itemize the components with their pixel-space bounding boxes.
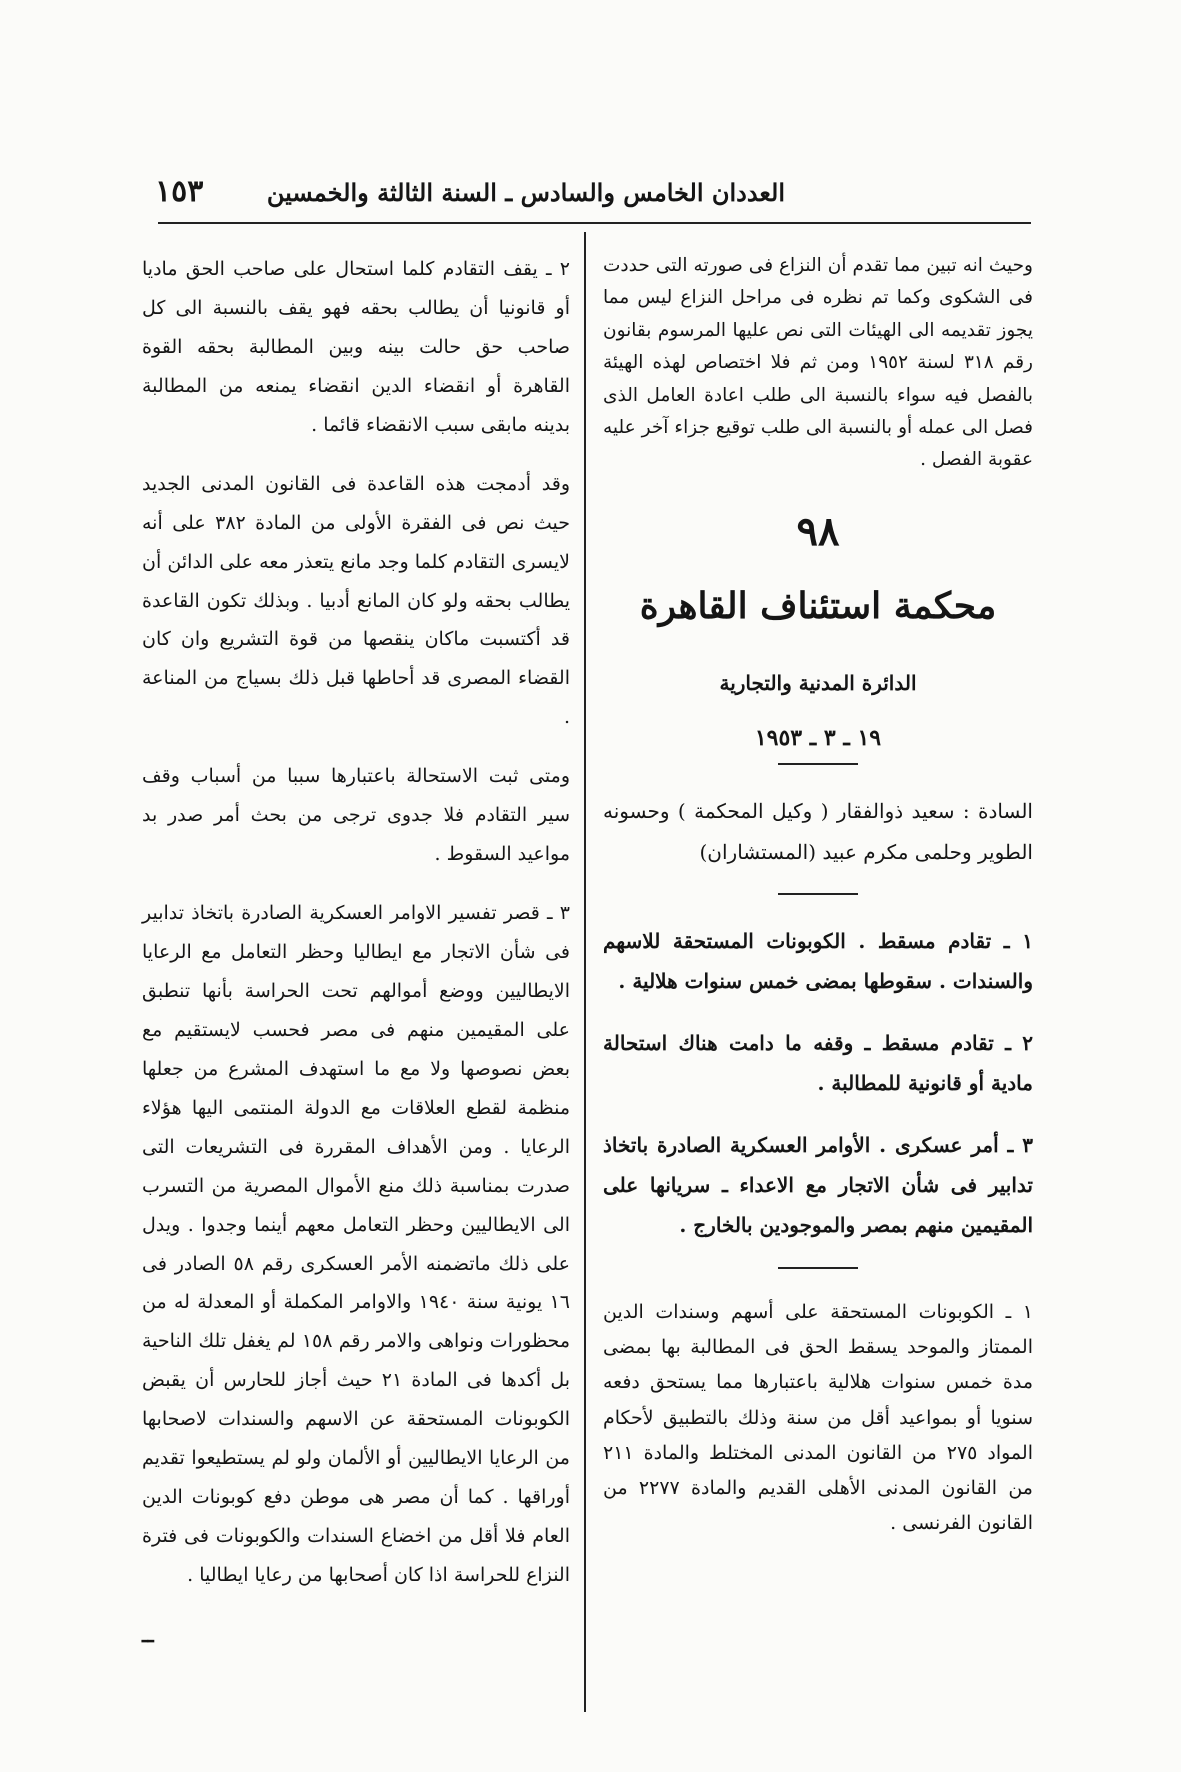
headnote-3: ٣ ـ أمر عسكرى . الأوامر العسكرية الصادرة باتخاذ تدابير فى شأن الاتجار مع الاعداء ـ سريانها على المقيمين منهم بمصر والموجودين بالخارج .: [603, 1133, 1033, 1238]
column-divider: [584, 232, 586, 1712]
section-rule: [778, 763, 858, 765]
bench-composition: السادة : سعيد ذوالفقار ( وكيل المحكمة ) وحسونه الطوير وحلمى مكرم عبيد (المستشاران): [603, 799, 1033, 865]
headnote-2: ٢ ـ تقادم مسقط ـ وقفه ما دامت هناك استحالة مادية أو قانونية للمطالبة .: [603, 1031, 1033, 1096]
impossibility-paragraph: ومتى ثبت الاستحالة باعتبارها سببا من أسباب وقف سير التقادم فلا جدوى ترجى من بحث أمر صدر بد مواعيد السقوط .: [142, 765, 570, 866]
summary-paragraph-1: ١ ـ الكوبونات المستحقة على أسهم وسندات الدين الممتاز والموحد يسقط الحق فى المطالبة بها بمضى مدة خمس سنوات هلالية باعتبارها مما يستحق دفعه سنويا أو بمواعيد أقل من سنة وذلك بالتطبيق لأحكام المواد ٢٧٥ من القانون المدنى المختلط والمادة ٢١١ من القانون المدنى الأهلى القديم والمادة ٢٢٧٧ من القانون الفرنسى .: [603, 1301, 1033, 1534]
continuation-mark: ــ: [142, 1622, 154, 1647]
section-rule: [778, 893, 858, 895]
headnote-1: ١ ـ تقادم مسقط . الكوبونات المستحقة للاسهم والسندات . سقوطها بمضى خمس سنوات هلالية .: [603, 929, 1033, 994]
court-division: الدائرة المدنية والتجارية: [719, 670, 917, 695]
page-number: ١٥٣: [155, 174, 204, 209]
case-number: ٩٨: [796, 507, 840, 555]
civil-code-paragraph: وقد أدمجت هذه القاعدة فى القانون المدنى الجديد حيث نص فى الفقرة الأولى من المادة ٣٨٢ على أنه لايسرى التقادم كلما وجد مانع يتعذر معه على الدائن أن يطالب بحقه ولو كان المانع أدبيا . وبذلك تكون القاعدة قد أكتسبت ماكان ينقصها من قوة التشريع وان كان القضاء المصرى قد أحاطها قبل ذلك بسياج من المناعة .: [142, 472, 571, 729]
summary-paragraph-2: ٢ ـ يقف التقادم كلما استحال على صاحب الحق ماديا أو قانونيا أن يطالب بحقه فهو يقف بالنسبة الى كل صاحب حق حالت بينه وبين المطالبة بحقه القوة القاهرة أو انقضاء الدين انقضاء يمنعه من المطالبة بدينه مابقى سبب الانقضاء قائما .: [142, 258, 570, 436]
right-column: [603, 250, 1033, 1561]
court-name: محكمة استئناف القاهرة: [639, 584, 997, 627]
intro-paragraph: وحيث انه تبين مما تقدم أن النزاع فى صورته التى حددت فى الشكوى وكما تم نظره فى مراحل النزاع ليس مما يجوز تقديمه الى الهيئات التى نص عليها المرسوم بقانون رقم ٣١٨ لسنة ١٩٥٢ ومن ثم فلا اختصاص لهذه الهيئة بالفصل فيه سواء بالنسبة الى طلب اعادة العامل الذى فصل الى عمله أو بالنسبة الى طلب توقيع جزاء آخر عليه عقوبة الفصل .: [603, 255, 1033, 471]
summary-paragraph-3: ٣ ـ قصر تفسير الاوامر العسكرية الصادرة باتخاذ تدابير فى شأن الاتجار مع ايطاليا وحظر التعامل مع الرعايا الايطاليين ووضع أموالهم تحت الحراسة بأنها تنطبق على المقيمين منهم فى مصر فحسب لايستقيم مع بعض نصوصها ولا مع ما استهدف المشرع من جعلها منظمة لقطع العلاقات مع الدولة المنتمى اليها هؤلاء الرعايا . ومن الأهداف المقررة فى التشريعات التى صدرت بمناسبة ذلك منع الأموال المصرية من التسرب الى الايطاليين وحظر التعامل معهم أينما وجدوا . ويدل على ذلك ماتضمنه الأمر العسكرى رقم ٥٨ الصادر فى ١٦ يونية سنة ١٩٤٠ والاوامر المكملة أو المعدلة له من محظورات ونواهى والامر رقم ١٥٨ لم يغفل تلك الناحية بل أكدها فى المادة ٢١ حيث أجاز للحارس أن يقبض الكوبونات المستحقة عن الاسهم والسندات لاصحابها من الرعايا الايطاليين أو الألمان ولو لم يستطيعوا تقديم أوراقها . كما أن مصر هى موطن دفع كوبونات الدين العام فلا أقل من اخضاع السندات والكوبونات فى فترة النزاع للحراسة اذا كان أصحابها من رعايا ايطاليا .: [142, 902, 570, 1586]
header-rule: [158, 222, 1031, 224]
page-header: [155, 174, 1035, 218]
left-column: [142, 250, 570, 1656]
judgment-date: ١٩ ـ ٣ ـ ١٩٥٣: [754, 724, 882, 751]
running-title: العددان الخامس والسادس ـ السنة الثالثة والخمسين: [266, 178, 785, 207]
section-rule: [778, 1267, 858, 1269]
